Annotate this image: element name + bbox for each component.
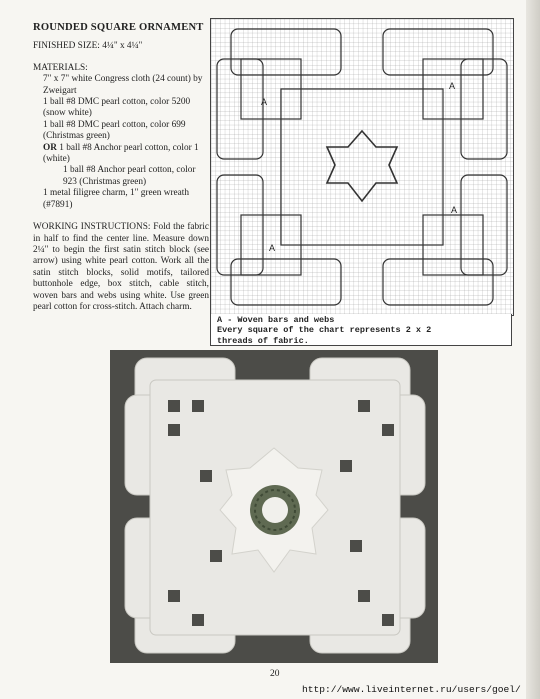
photo-cutwork-hole (350, 540, 362, 552)
legend-line: A - Woven bars and webs (217, 315, 335, 325)
chart-legend (210, 314, 512, 346)
photo-cutwork-hole (168, 424, 180, 436)
stitch-chart (210, 18, 514, 316)
photo-cutwork-hole (200, 470, 212, 482)
working-instructions: WORKING INSTRUCTIONS: Fold the fabric in half to find the center line. Measure down 2¼" to begin the first satin stitch block (see arrow) using white pearl cotton. Work all the satin stitch blocks, solid motifs, tailored buttonhole edge, box stitch, cable stitch, woven bars and webs using white. Use green pearl cotton for cross-stitch. Attach charm. (33, 222, 209, 312)
photo-cutwork-hole (168, 400, 180, 412)
photo-cutwork-hole (192, 614, 204, 626)
or-alternative (43, 143, 209, 166)
ornament-image (110, 350, 438, 663)
page-number: 20 (270, 669, 280, 679)
photo-cutwork-hole (358, 590, 370, 602)
legend-line: threads of fabric. (217, 335, 309, 346)
chart-marker-a: A (261, 97, 268, 107)
chart-marker-a: A (449, 81, 456, 91)
materials-heading: MATERIALS: (33, 62, 88, 73)
text-column (33, 22, 209, 313)
stitch-chart-grid (211, 19, 513, 315)
finished-size: FINISHED SIZE: 4¼" x 4¼" (33, 41, 143, 52)
chart-marker-a: A (451, 205, 458, 215)
material-item: 1 ball #8 DMC pearl cotton, color 5200 (snow white) (43, 97, 191, 119)
chart-marker-a: A (269, 243, 276, 253)
legend-line: Every square of the chart represents 2 x 2 (217, 325, 432, 336)
extra-material: 1 metal filigree charm, 1" green wreath (#7891) (43, 188, 190, 210)
ornament-photo (110, 350, 438, 663)
photo-cutwork-hole (210, 550, 222, 562)
photo-cutwork-hole (192, 400, 204, 412)
photo-cutwork-hole (382, 424, 394, 436)
photo-cutwork-hole (358, 400, 370, 412)
pattern-title: ROUNDED SQUARE ORNAMENT (33, 22, 204, 33)
or-item: 1 ball #8 Anchor pearl cotton, color 923 (Christmas green) (63, 165, 196, 187)
materials-list (43, 74, 209, 142)
photo-cutwork-hole (382, 614, 394, 626)
photo-cutwork-hole (340, 460, 352, 472)
material-item: 7" x 7" white Congress cloth (24 count) by Zweigart (43, 74, 203, 96)
or-label: OR (43, 142, 57, 153)
source-url: http://www.liveinternet.ru/users/goel/ (302, 684, 521, 695)
photo-cutwork-hole (168, 590, 180, 602)
material-item: 1 ball #8 DMC pearl cotton, color 699 (Christmas green) (43, 119, 186, 142)
page-binding-edge (526, 0, 540, 699)
or-item: 1 ball #8 Anchor pearl cotton, color 1 (white) (43, 142, 199, 165)
